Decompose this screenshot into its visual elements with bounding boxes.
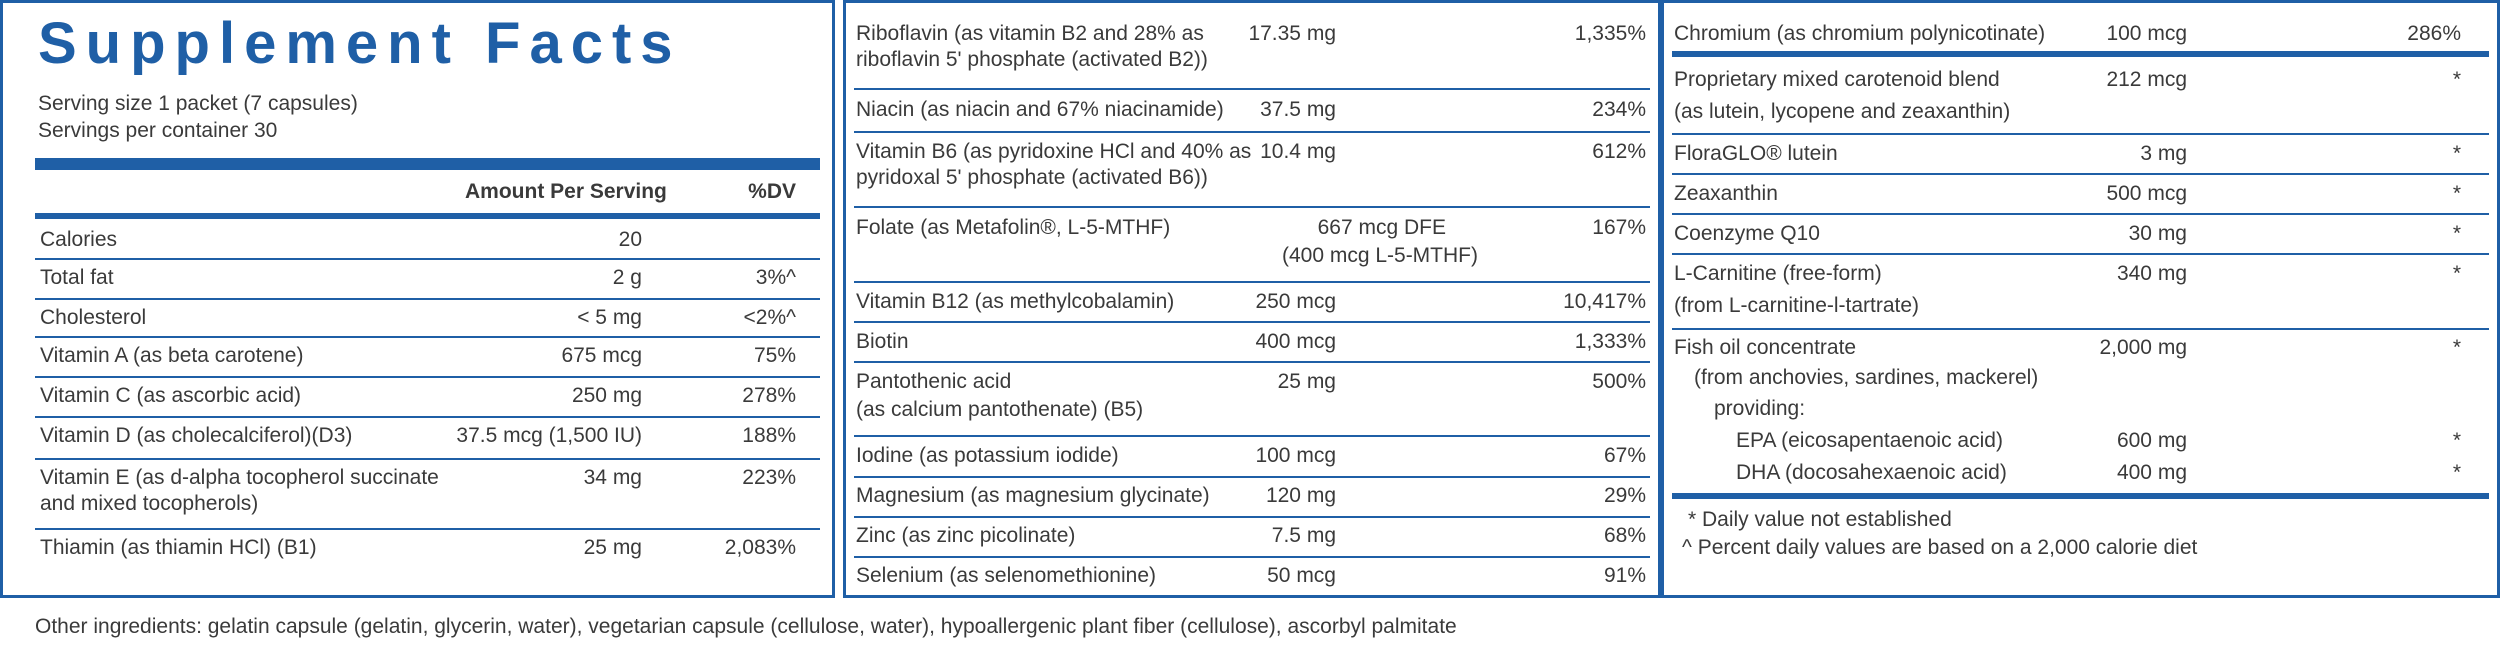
row-divider xyxy=(854,361,1650,363)
nutrient-amount: 50 mcg xyxy=(1267,564,1336,587)
nutrient-dv: * xyxy=(2452,461,2461,484)
row-divider xyxy=(854,131,1650,133)
nutrient-dv: 91% xyxy=(1603,564,1646,587)
row-divider xyxy=(854,476,1650,478)
footnote-daily-value: * Daily value not established xyxy=(1688,508,1952,531)
nutrient-label: Riboflavin (as vitamin B2 and 28% as xyxy=(856,22,1204,45)
row-divider xyxy=(854,556,1650,558)
nutrient-amount: 2,000 mg xyxy=(2099,336,2187,359)
dv-header: %DV xyxy=(748,180,796,203)
nutrient-label: Total fat xyxy=(40,266,114,289)
nutrient-label: Vitamin D (as cholecalciferol)(D3) xyxy=(40,424,353,447)
nutrient-amount: 400 mg xyxy=(2116,461,2187,484)
nutrient-amount: 340 mg xyxy=(2116,262,2187,285)
nutrient-label-line2: (from anchovies, sardines, mackerel) xyxy=(1694,366,2039,389)
nutrient-dv: 278% xyxy=(742,384,796,407)
nutrient-dv: 75% xyxy=(753,344,796,367)
nutrient-label-line2: pyridoxal 5' phosphate (activated B6)) xyxy=(856,166,1208,189)
row-divider xyxy=(35,416,820,418)
nutrient-dv: * xyxy=(2452,262,2461,285)
nutrient-amount: 500 mcg xyxy=(2106,182,2187,205)
row-divider xyxy=(35,528,820,530)
nutrient-label: Coenzyme Q10 xyxy=(1674,222,1820,245)
nutrient-dv: 234% xyxy=(1592,98,1646,121)
row-divider xyxy=(854,88,1650,90)
row-divider xyxy=(854,516,1650,518)
nutrient-amount: 37.5 mcg (1,500 IU) xyxy=(456,424,642,447)
nutrient-amount: 20 xyxy=(618,228,642,251)
nutrient-label: Pantothenic acid xyxy=(856,370,1012,393)
row-divider xyxy=(35,298,820,300)
nutrient-label: Proprietary mixed carotenoid blend xyxy=(1674,68,2000,91)
nutrient-dv: 1,335% xyxy=(1574,22,1646,45)
nutrient-label: Thiamin (as thiamin HCl) (B1) xyxy=(40,536,317,559)
nutrient-amount: 600 mg xyxy=(2116,429,2187,452)
nutrient-label-line2: and mixed tocopherols) xyxy=(40,492,259,515)
footnote-percent-dv: ^ Percent daily values are based on a 2,000 calorie diet xyxy=(1682,536,2198,559)
nutrient-dv: 223% xyxy=(742,466,796,489)
nutrient-dv: 2,083% xyxy=(724,536,796,559)
nutrient-dv: * xyxy=(2452,142,2461,165)
row-divider xyxy=(854,435,1650,437)
nutrient-label: Vitamin C (as ascorbic acid) xyxy=(40,384,302,407)
nutrient-amount: 2 g xyxy=(612,266,642,289)
nutrient-label: Vitamin B6 (as pyridoxine HCl and 40% as xyxy=(856,140,1252,163)
nutrient-amount: 100 mcg xyxy=(1255,444,1336,467)
nutrient-amount: 120 mg xyxy=(1265,484,1336,507)
nutrient-dv: 612% xyxy=(1592,140,1646,163)
nutrient-label: Selenium (as selenomethionine) xyxy=(856,564,1156,587)
nutrient-dv: * xyxy=(2452,182,2461,205)
row-divider xyxy=(35,458,820,460)
row-divider xyxy=(35,258,820,260)
nutrient-label: EPA (eicosapentaenoic acid) xyxy=(1736,429,2003,452)
row-divider xyxy=(1672,173,2489,175)
thick-divider xyxy=(1672,51,2489,57)
nutrient-label-line3: providing: xyxy=(1714,397,1806,420)
nutrient-dv: 3%^ xyxy=(755,266,796,289)
nutrient-amount: 250 mcg xyxy=(1255,290,1336,313)
nutrient-label: Magnesium (as magnesium glycinate) xyxy=(856,484,1210,507)
row-divider xyxy=(1672,133,2489,135)
nutrient-label-line2: (from L-carnitine-l-tartrate) xyxy=(1674,294,1920,317)
supplement-facts-panel-left xyxy=(0,0,835,598)
row-divider xyxy=(1672,213,2489,215)
nutrient-dv: 29% xyxy=(1603,484,1646,507)
row-divider xyxy=(35,336,820,338)
serving-size: Serving size 1 packet (7 capsules) xyxy=(38,92,358,115)
thick-divider xyxy=(1672,493,2489,499)
amount-per-serving-header: Amount Per Serving xyxy=(465,180,667,203)
nutrient-amount: 25 mg xyxy=(1277,370,1336,393)
nutrient-amount-line2: (400 mcg L-5-MTHF) xyxy=(1281,244,1478,267)
row-divider xyxy=(854,206,1650,208)
nutrient-dv: 10,417% xyxy=(1563,290,1646,313)
nutrient-dv: 286% xyxy=(2407,22,2461,45)
nutrient-dv: 500% xyxy=(1592,370,1646,393)
nutrient-amount: 7.5 mg xyxy=(1271,524,1336,547)
nutrient-dv: * xyxy=(2452,222,2461,245)
nutrient-amount: 34 mg xyxy=(583,466,642,489)
nutrient-dv: * xyxy=(2452,336,2461,359)
nutrient-label: Calories xyxy=(40,228,118,251)
nutrient-label: Niacin (as niacin and 67% niacinamide) xyxy=(856,98,1224,121)
nutrient-amount: 3 mg xyxy=(2140,142,2187,165)
supplement-facts-panel-right xyxy=(1661,0,2500,598)
nutrient-dv: 1,333% xyxy=(1574,330,1646,353)
nutrient-amount: 10.4 mg xyxy=(1260,140,1336,163)
nutrient-label: Vitamin B12 (as methylcobalamin) xyxy=(856,290,1175,313)
nutrient-dv: * xyxy=(2452,68,2461,91)
nutrient-amount: 37.5 mg xyxy=(1260,98,1336,121)
nutrient-dv: 167% xyxy=(1592,216,1646,239)
nutrient-amount: 675 mcg xyxy=(561,344,642,367)
nutrient-dv: * xyxy=(2452,429,2461,452)
servings-per-container: Servings per container 30 xyxy=(38,119,278,142)
nutrient-label: Chromium (as chromium polynicotinate) xyxy=(1674,22,2046,45)
nutrient-label-line2: (as calcium pantothenate) (B5) xyxy=(856,398,1144,421)
nutrient-label: Zeaxanthin xyxy=(1674,182,1778,205)
nutrient-label: Folate (as Metafolin®, L-5-MTHF) xyxy=(856,216,1171,239)
nutrient-label: Zinc (as zinc picolinate) xyxy=(856,524,1076,547)
nutrient-dv: 68% xyxy=(1603,524,1646,547)
nutrient-amount: 667 mcg DFE xyxy=(1317,216,1446,239)
nutrient-label: DHA (docosahexaenoic acid) xyxy=(1736,461,2007,484)
header-divider xyxy=(35,213,820,219)
supplement-facts-panel-middle xyxy=(843,0,1661,598)
row-divider xyxy=(854,321,1650,323)
nutrient-amount: 212 mcg xyxy=(2106,68,2187,91)
nutrient-amount: < 5 mg xyxy=(577,306,642,329)
nutrient-label: Iodine (as potassium iodide) xyxy=(856,444,1119,467)
nutrient-dv: 67% xyxy=(1603,444,1646,467)
row-divider xyxy=(854,281,1650,283)
nutrient-label: Vitamin A (as beta carotene) xyxy=(40,344,304,367)
row-divider xyxy=(1672,328,2489,330)
nutrient-dv: <2%^ xyxy=(743,306,796,329)
other-ingredients: Other ingredients: gelatin capsule (gelatin, glycerin, water), vegetarian capsule (cellulose, water), hypoallergenic plant fiber (cellulose), ascorbyl palmitate xyxy=(35,615,1457,638)
nutrient-label-line2: riboflavin 5' phosphate (activated B2)) xyxy=(856,48,1208,71)
row-divider xyxy=(1672,253,2489,255)
nutrient-label: L-Carnitine (free-form) xyxy=(1674,262,1882,285)
page-title: Supplement Facts xyxy=(38,11,682,76)
nutrient-dv: 188% xyxy=(742,424,796,447)
nutrient-amount: 100 mcg xyxy=(2106,22,2187,45)
nutrient-label-line2: (as lutein, lycopene and zeaxanthin) xyxy=(1674,100,2011,123)
nutrient-label: Fish oil concentrate xyxy=(1674,336,1857,359)
nutrient-label: Biotin xyxy=(856,330,909,353)
nutrient-amount: 25 mg xyxy=(583,536,642,559)
thick-divider xyxy=(35,158,820,170)
nutrient-label: FloraGLO® lutein xyxy=(1674,142,1838,165)
nutrient-amount: 17.35 mg xyxy=(1248,22,1336,45)
nutrient-label: Cholesterol xyxy=(40,306,147,329)
nutrient-amount: 30 mg xyxy=(2128,222,2187,245)
row-divider xyxy=(35,376,820,378)
nutrient-amount: 250 mg xyxy=(571,384,642,407)
nutrient-label: Vitamin E (as d-alpha tocopherol succinate xyxy=(40,466,439,489)
nutrient-amount: 400 mcg xyxy=(1255,330,1336,353)
